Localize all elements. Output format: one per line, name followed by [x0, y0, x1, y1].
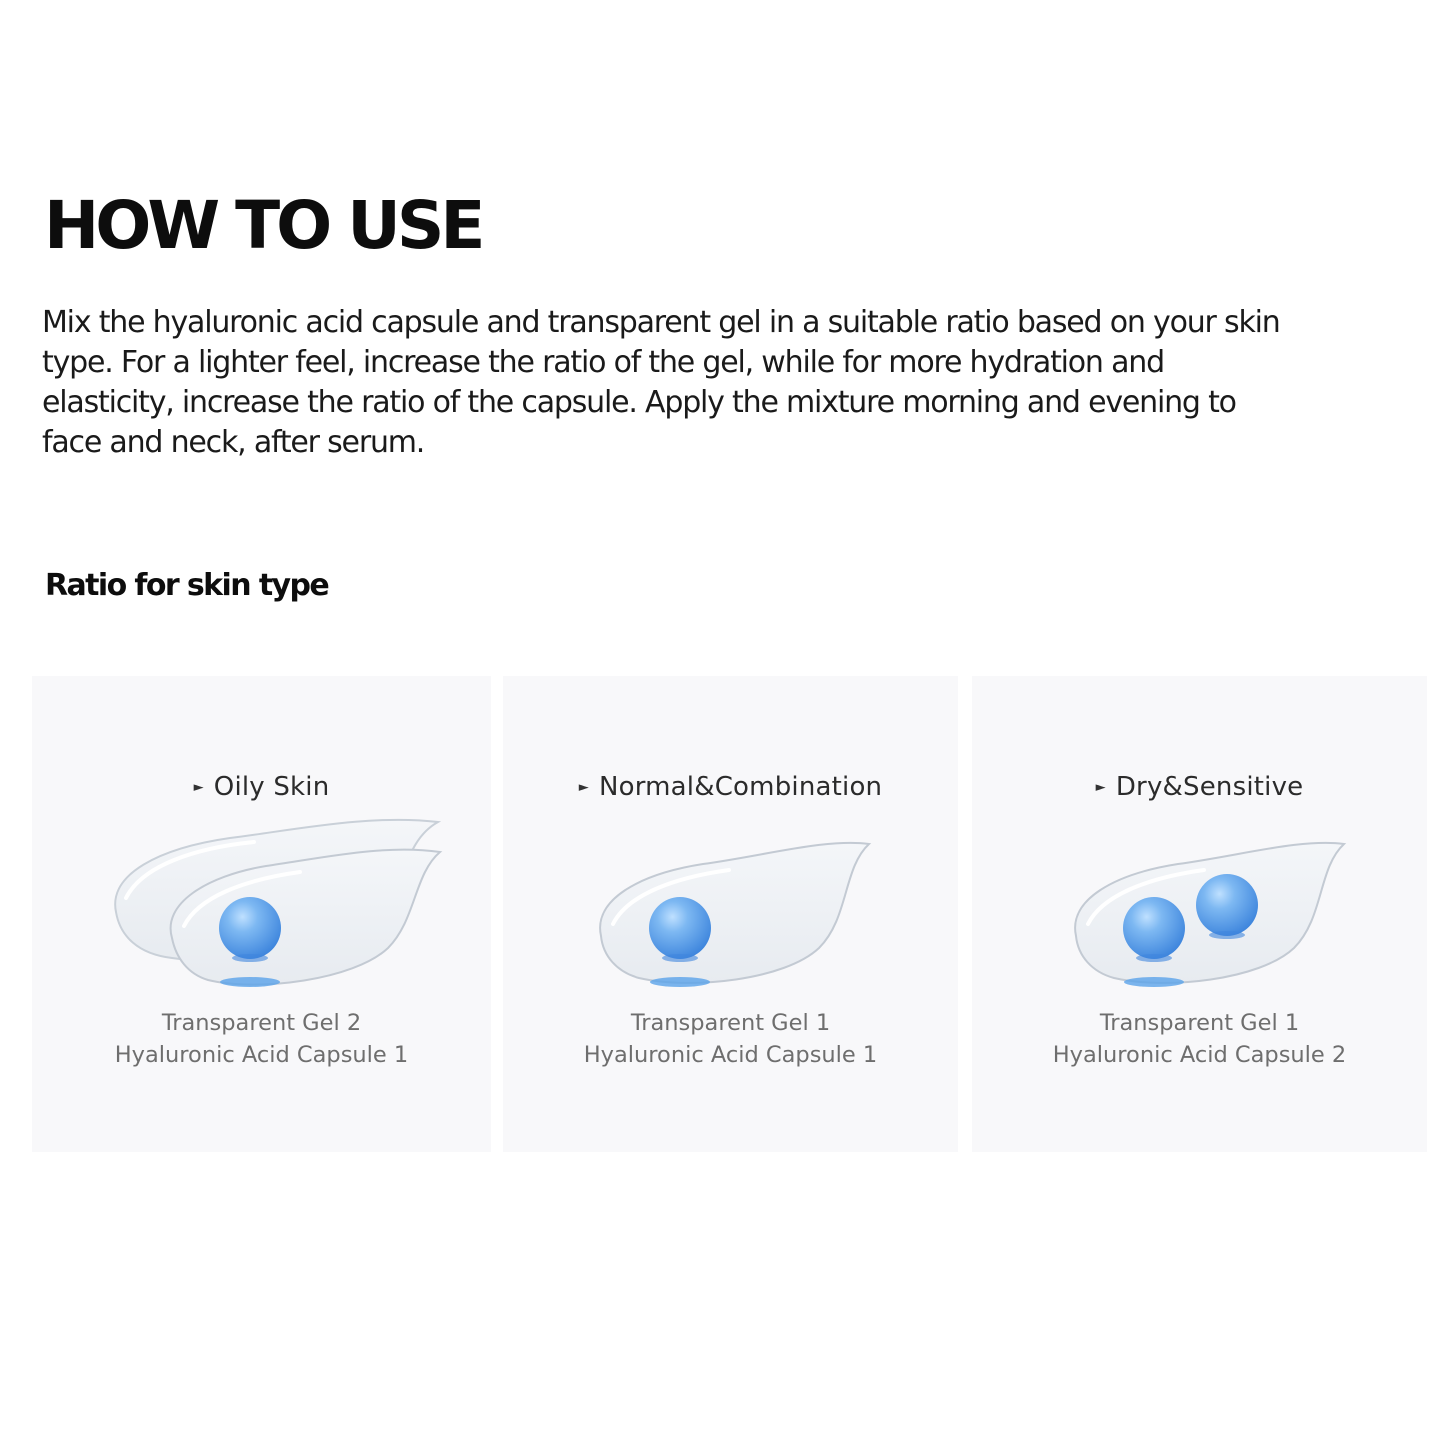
skin-type-label: Oily Skin [213, 772, 330, 802]
card-title [972, 772, 1427, 802]
gel-ratio-text: Transparent Gel 1 [630, 1010, 831, 1036]
capsule-icon [1123, 897, 1185, 959]
skin-type-label: Dry&Sensitive [1115, 772, 1304, 802]
capsule-shadow [650, 977, 710, 987]
gel-capsule-illustration [593, 808, 883, 998]
card-title [32, 772, 491, 802]
card-title [503, 772, 958, 802]
capsule-icon [219, 897, 281, 959]
capsule-ratio-text: Hyaluronic Acid Capsule 2 [1052, 1042, 1347, 1068]
skin-type-label: Normal&Combination [598, 772, 883, 802]
ratio-card-dry-sensitive [972, 676, 1427, 1152]
capsule-ratio-text: Hyaluronic Acid Capsule 1 [114, 1042, 409, 1068]
gel-capsule-illustration [102, 808, 452, 998]
capsule-icon [1196, 874, 1258, 936]
usage-instructions: Mix the hyaluronic acid capsule and transparent gel in a suitable ratio based on your skin type. For a lighter feel, increase the ratio of the gel, while for more hydration and elasticity, increase the ratio of the capsule. Apply the mixture morning and evening to face and neck, after serum. [42, 305, 1280, 460]
gel-capsule-illustration [1068, 808, 1358, 998]
capsule-shadow [220, 977, 280, 987]
capsule-shadow [1124, 977, 1184, 987]
capsule-ratio-text: Hyaluronic Acid Capsule 1 [583, 1042, 878, 1068]
triangle-bullet-icon: ► [193, 780, 204, 795]
ratio-card-normal-combination [503, 676, 958, 1152]
section-subtitle: Ratio for skin type [45, 568, 329, 603]
gel-ratio-text: Transparent Gel 2 [161, 1010, 362, 1036]
ratio-card-oily [32, 676, 491, 1152]
triangle-bullet-icon: ► [578, 780, 589, 795]
gel-ratio-text: Transparent Gel 1 [1099, 1010, 1300, 1036]
capsule-icon [649, 897, 711, 959]
page-title: HOW TO USE [44, 187, 482, 264]
gel-swatch-icon [600, 843, 869, 983]
triangle-bullet-icon: ► [1095, 780, 1106, 795]
